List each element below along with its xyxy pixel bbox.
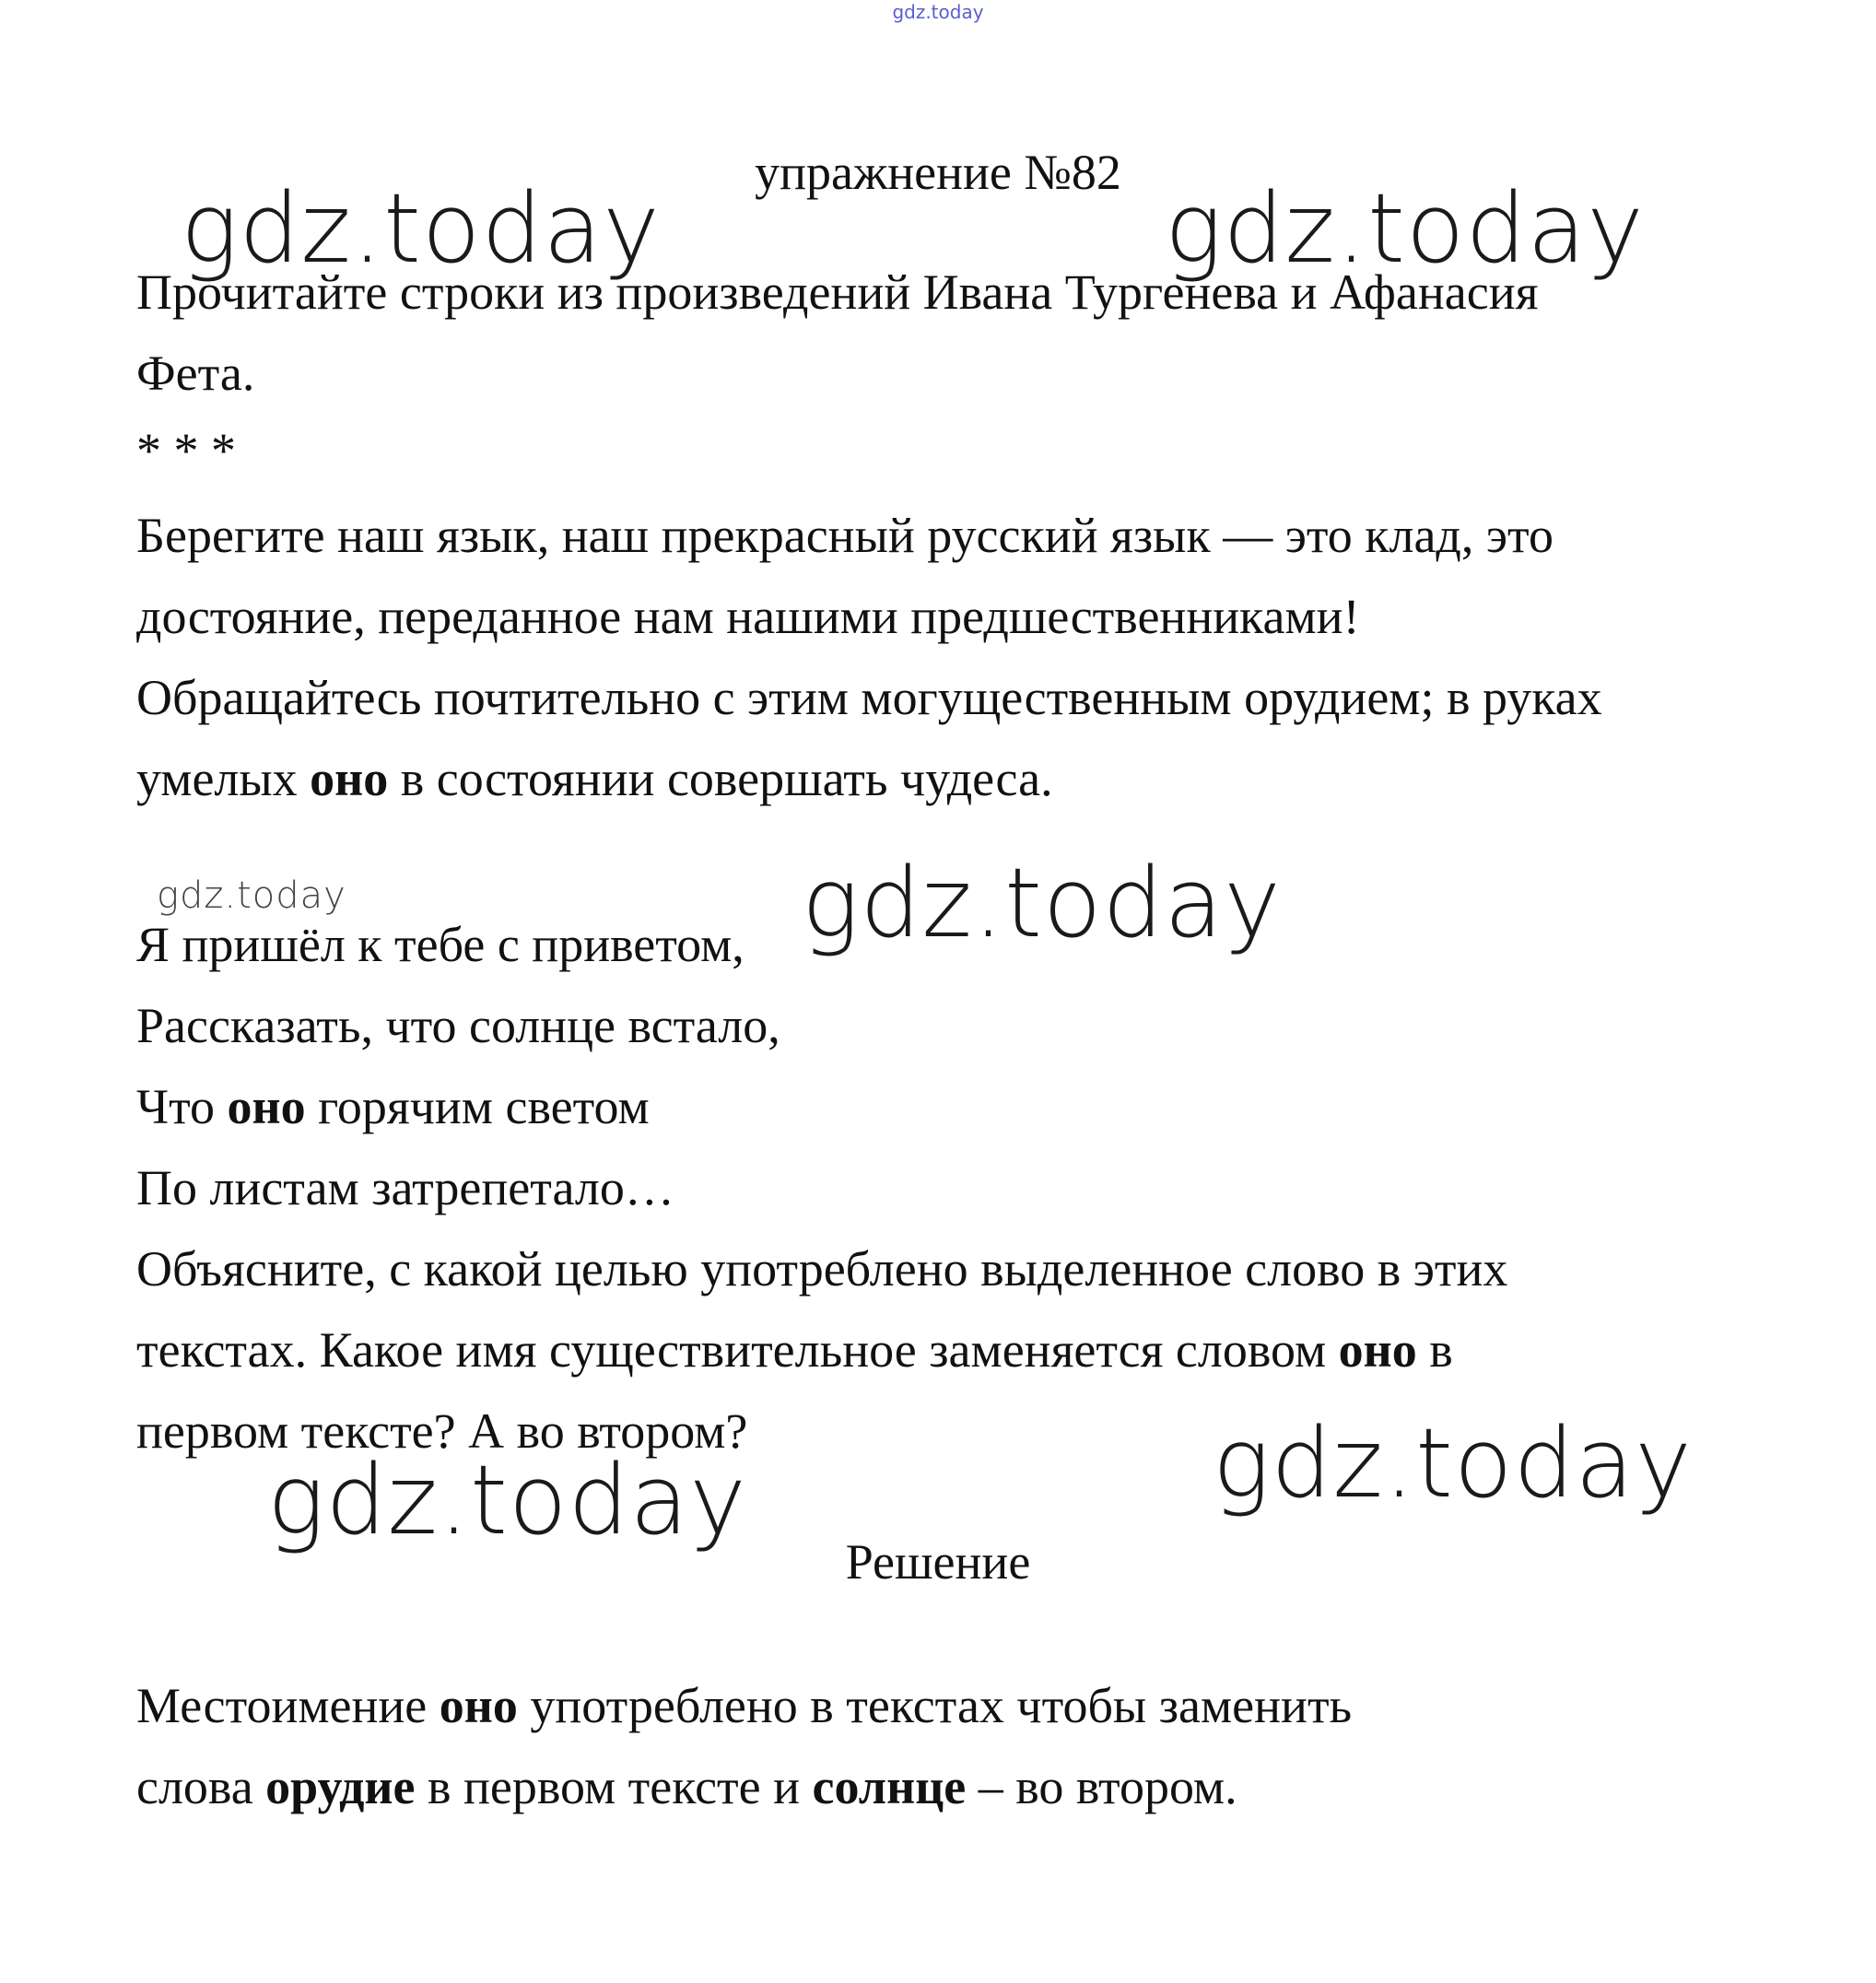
quote-line bbox=[136, 746, 1053, 811]
question-line: Объясните, с какой целью употреблено выделенное слово в этих bbox=[136, 1241, 1508, 1297]
text-fragment: Местоимение bbox=[136, 1678, 440, 1733]
watermark-logo: gdz.today bbox=[1213, 1407, 1693, 1520]
poem-line bbox=[136, 1074, 650, 1139]
solution-line bbox=[136, 1673, 1352, 1738]
task-intro-line: Прочитайте строки из произведений Ивана Тургенева и Афанасия bbox=[136, 264, 1539, 320]
task-intro-line: Фета. bbox=[136, 346, 255, 401]
top-watermark: gdz.today bbox=[892, 1, 984, 23]
text-fragment: горячим светом bbox=[305, 1079, 650, 1134]
text-fragment: Что bbox=[136, 1079, 228, 1134]
highlighted-word: оно bbox=[310, 751, 389, 806]
highlighted-word: оно bbox=[1338, 1322, 1417, 1378]
quote-line: Берегите наш язык, наш прекрасный русский язык — это клад, это bbox=[136, 508, 1554, 563]
stars-divider: * * * bbox=[136, 423, 236, 478]
text-fragment: в bbox=[1416, 1322, 1453, 1378]
text-fragment: употреблено в текстах чтобы заменить bbox=[517, 1678, 1353, 1733]
watermark-logo: gdz.today bbox=[267, 1444, 747, 1556]
quote-line: Обращайтесь почтительно с этим могущественным орудием; в руках bbox=[136, 670, 1602, 725]
exercise-title: упражнение №82 bbox=[755, 145, 1121, 200]
text-fragment: текстах. Какое имя существительное заменяется словом bbox=[136, 1322, 1339, 1378]
quote-line: достояние, переданное нам нашими предшественниками! bbox=[136, 589, 1360, 644]
highlighted-word: орудие bbox=[265, 1759, 416, 1814]
watermark-logo: gdz.today bbox=[1165, 172, 1645, 285]
poem-line: По листам затрепетало… bbox=[136, 1160, 674, 1215]
text-fragment: слова bbox=[136, 1759, 266, 1814]
highlighted-word: оно bbox=[439, 1678, 518, 1733]
poem-line: Рассказать, что солнце встало, bbox=[136, 998, 780, 1053]
solution-line bbox=[136, 1754, 1237, 1819]
watermark-logo: gdz.today bbox=[181, 172, 661, 285]
text-fragment: – во втором. bbox=[966, 1759, 1237, 1814]
text-fragment: умелых bbox=[136, 751, 311, 806]
highlighted-word: оно bbox=[227, 1079, 306, 1134]
highlighted-word: солнце bbox=[812, 1759, 967, 1814]
text-fragment: в состоянии совершать чудеса. bbox=[388, 751, 1053, 806]
solution-heading: Решение bbox=[845, 1534, 1031, 1590]
question-line: первом тексте? А во втором? bbox=[136, 1403, 748, 1459]
watermark-logo: gdz.today bbox=[802, 847, 1282, 959]
poem-line: Я пришёл к тебе с приветом, bbox=[136, 917, 745, 972]
watermark-logo: gdz.today bbox=[157, 874, 346, 917]
question-line bbox=[136, 1318, 1453, 1382]
text-fragment: в первом тексте и bbox=[415, 1759, 813, 1814]
